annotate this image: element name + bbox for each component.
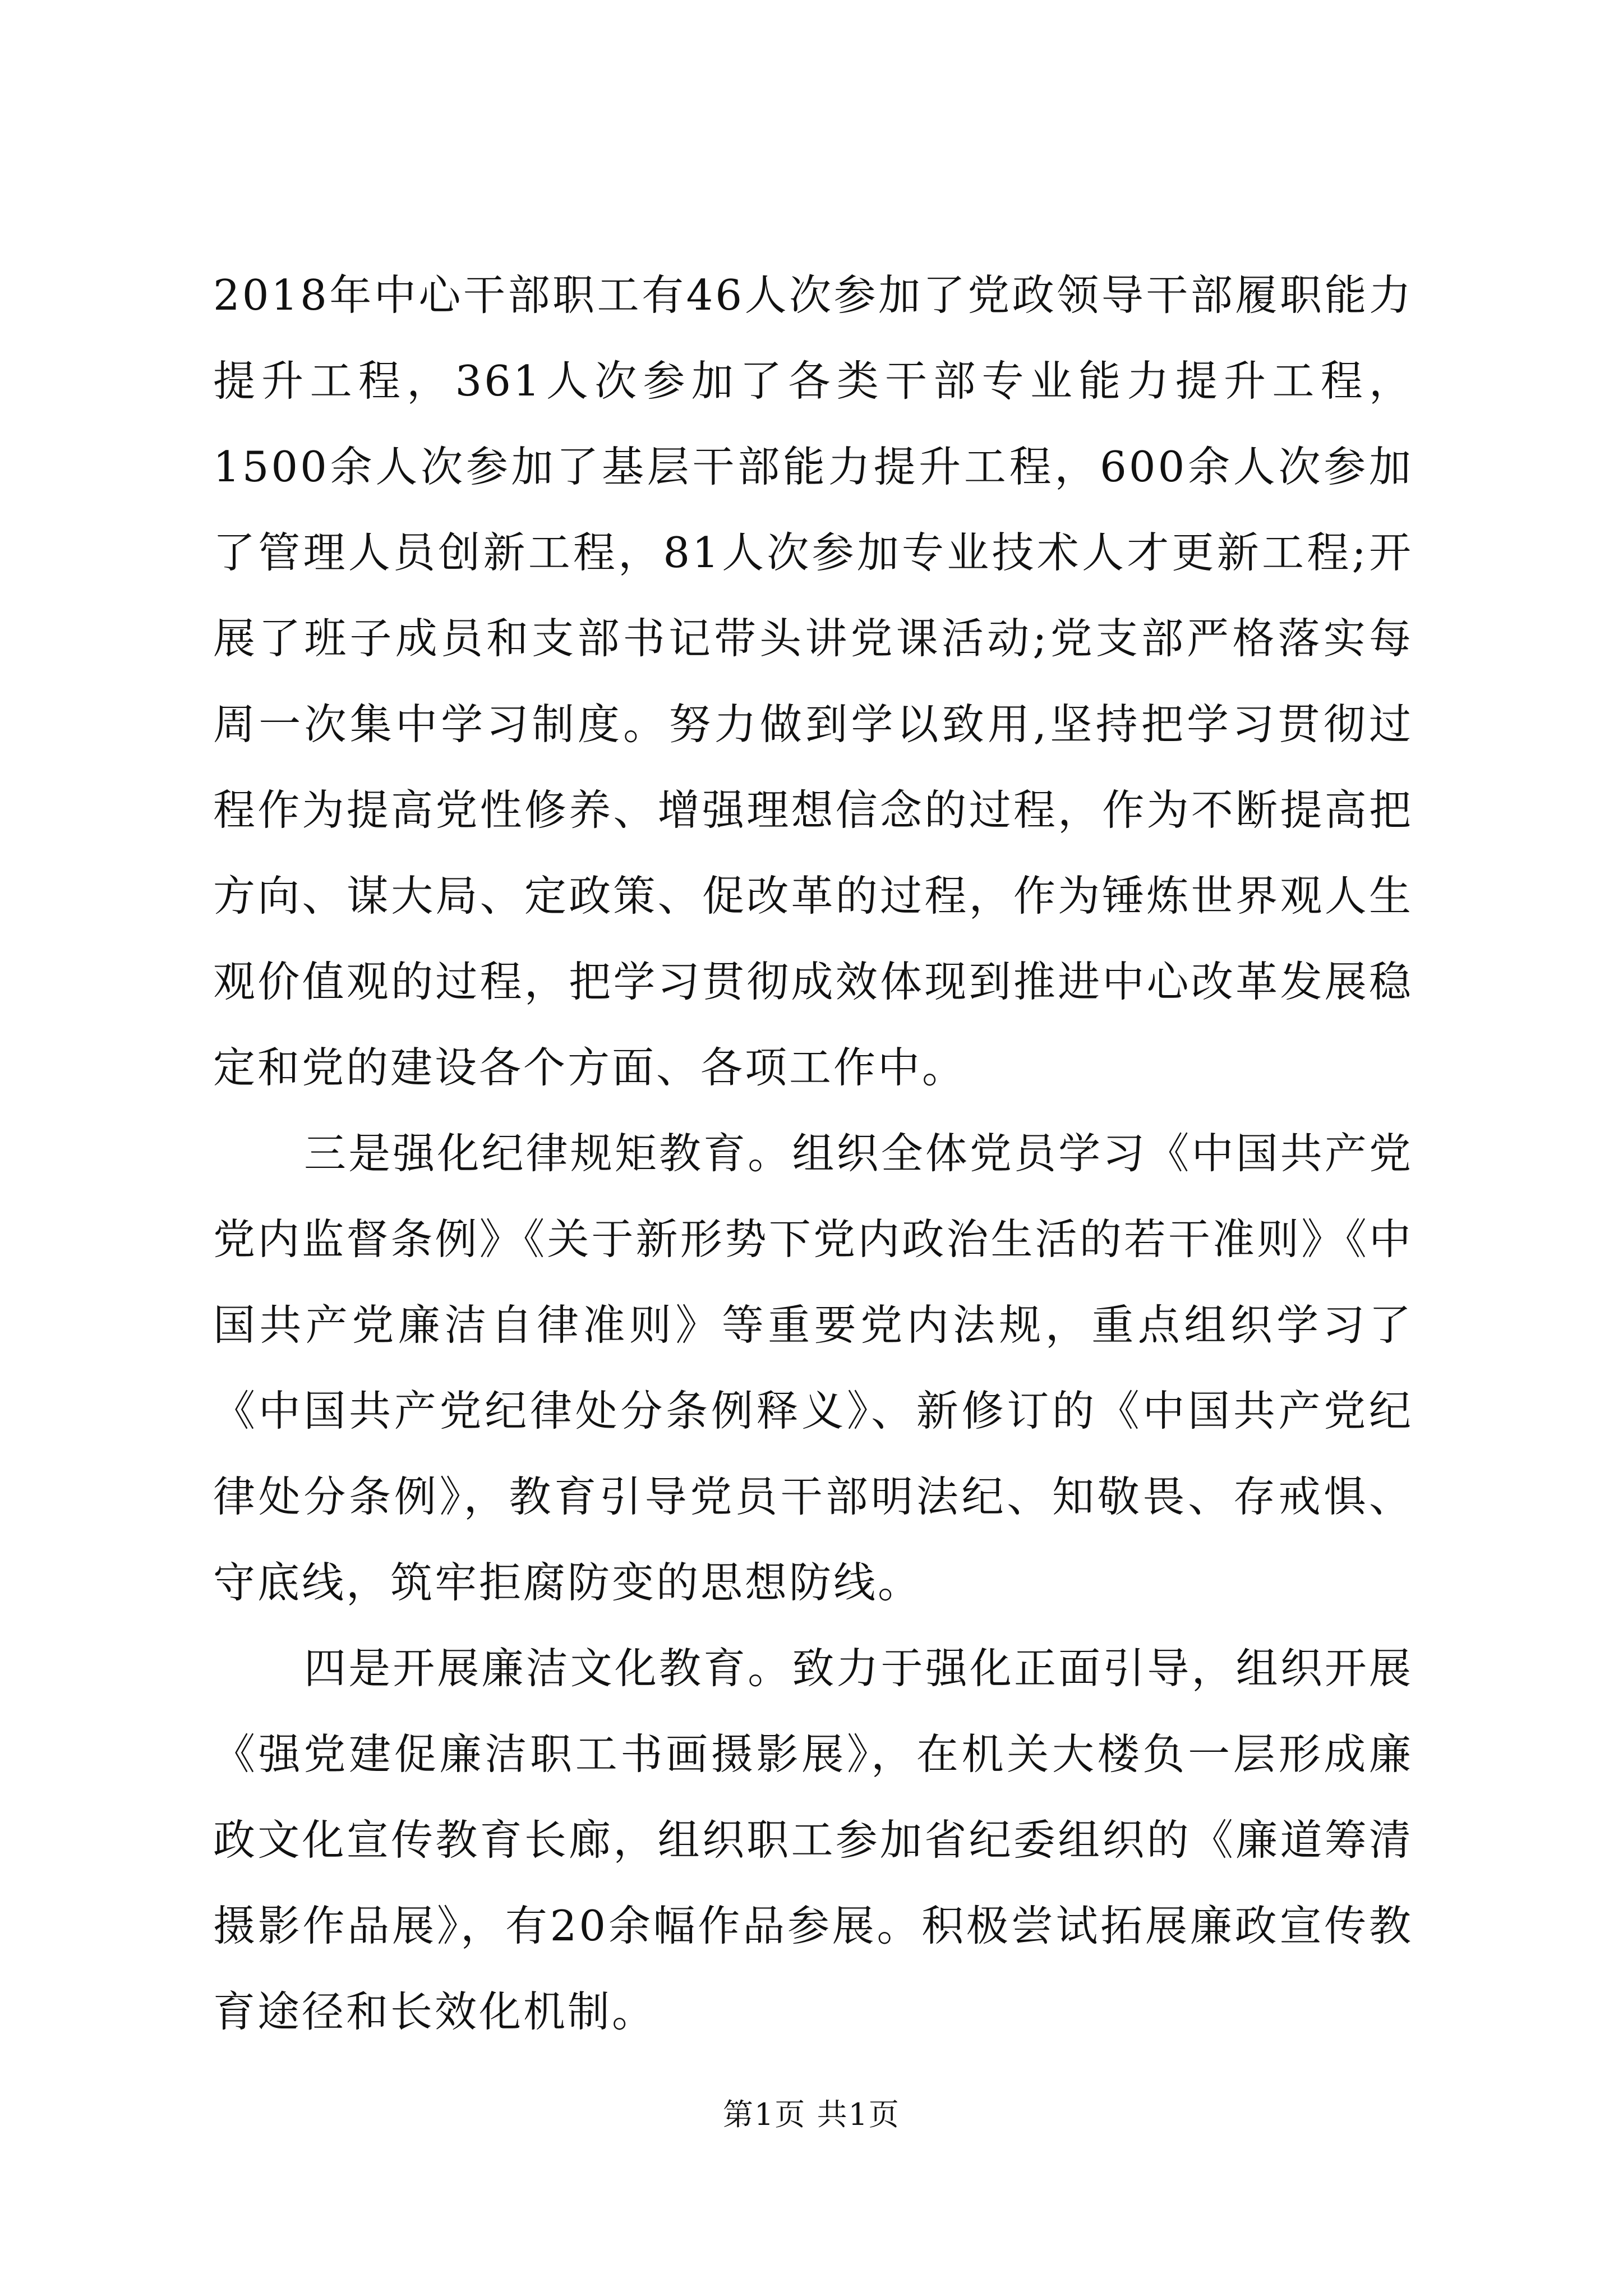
paragraph-integrity-culture: 四是开展廉洁文化教育。致力于强化正面引导，组织开展《强党建促廉洁职工书画摄影展》，在机关大楼负一层形成廉政文化宣传教育长廊，组织职工参加省纪委组织的《廉道筹清摄影作品展》，有20余幅作品参展。积极尝试拓展廉政宣传教育途径和长效化机制。 [213, 1644, 1413, 2036]
page-number-footer: 第1页 共1页 [723, 2097, 900, 2132]
document-body [213, 252, 1413, 2055]
paragraph-discipline-education: 三是强化纪律规矩教育。组织全体党员学习《中国共产党党内监督条例》《关于新形势下党内政治生活的若干准则》《中国共产党廉洁自律准则》等重要党内法规，重点组织学习了《中国共产党纪律处分条例释义》、新修订的《中国共产党纪律处分条例》，教育引导党员干部明法纪、知敬畏、存戒惧、守底线，筑牢拒腐防变的思想防线。 [213, 1129, 1413, 1607]
paragraph-study-results: 2018年中心干部职工有46人次参加了党政领导干部履职能力提升工程，361人次参加了各类干部专业能力提升工程，1500余人次参加了基层干部能力提升工程，600余人次参加了管理人员创新工程，81人次参加专业技术人才更新工程;开展了班子成员和支部书记带头讲党课活动;党支部严格落实每周一次集中学习制度。努力做到学以致用,坚持把学习贯彻过程作为提高党性修养、增强理想信念的过程，作为不断提高把方向、谋大局、定政策、促改革的过程，作为锤炼世界观人生观价值观的过程，把学习贯彻成效体现到推进中心改革发展稳定和党的建设各个方面、各项工作中。 [213, 270, 1413, 1092]
